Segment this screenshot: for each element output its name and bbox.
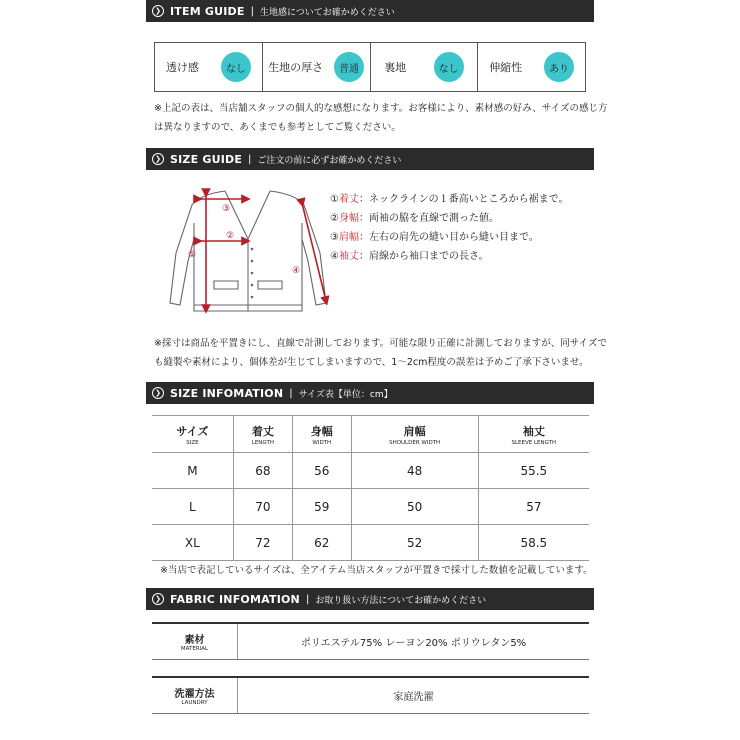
cell-shoulder: 50 xyxy=(351,489,478,525)
guide-label: 裏地 xyxy=(384,61,407,74)
desc-line xyxy=(330,228,568,247)
guide-value-badge: 普通 xyxy=(334,52,364,82)
desc-text: ：左右の肩先の縫い目から縫い目まで。 xyxy=(358,232,539,243)
guide-value-badge: なし xyxy=(434,52,464,82)
item-guide-subtitle: 生地感についてお確かめください xyxy=(259,7,395,18)
divider: | xyxy=(248,153,252,165)
header-ja: サイズ xyxy=(176,424,209,438)
cell-size: XL xyxy=(152,525,233,561)
header-ja: 袖丈 xyxy=(522,424,545,438)
size-info-header xyxy=(146,382,594,404)
desc-line xyxy=(330,247,568,266)
cell-width: 56 xyxy=(292,453,351,489)
laundry-label-cell xyxy=(152,678,238,713)
cell-sleeve: 57 xyxy=(478,489,589,525)
size-guide-title: SIZE GUIDE xyxy=(170,152,243,166)
guide-cell-stretch xyxy=(478,43,585,91)
desc-text: ：両袖の脇を直線で測った値。 xyxy=(358,213,499,224)
desc-line xyxy=(330,209,568,228)
guide-label: 伸縮性 xyxy=(489,61,523,74)
col-header-shoulder xyxy=(351,416,478,453)
cell-sleeve: 55.5 xyxy=(478,453,589,489)
note-line: は異なりますので、あくまでも参考としてご覧ください。 xyxy=(154,122,401,133)
header-ja: 身幅 xyxy=(310,424,333,438)
guide-value-badge: あり xyxy=(544,52,574,82)
chevron-right-icon: ❯ xyxy=(152,5,164,17)
table-row xyxy=(152,525,589,561)
header-en: SIZE xyxy=(186,439,199,446)
size-info-note: ※当店で表記しているサイズは、全アイテム当店スタッフが平置きで採寸した数値を記載しています。 xyxy=(160,565,593,576)
desc-num: ④ xyxy=(330,251,339,262)
item-guide-note xyxy=(154,99,608,137)
desc-text: ：肩線から袖口までの長さ。 xyxy=(358,251,489,262)
header-en: SHOULDER WIDTH xyxy=(389,439,441,446)
guide-cell-thickness xyxy=(263,43,371,91)
chevron-right-icon: ❯ xyxy=(152,387,164,399)
header-en: LENGTH xyxy=(251,439,274,446)
desc-key: 袖丈 xyxy=(338,251,359,262)
divider: | xyxy=(305,593,310,605)
desc-key: 着丈 xyxy=(338,194,359,205)
col-header-length xyxy=(233,416,292,453)
material-label: 素材 xyxy=(184,635,205,646)
fabric-info-subtitle: お取り扱い方法についてお確かめください xyxy=(315,595,487,606)
table-row xyxy=(152,489,589,525)
cell-length: 72 xyxy=(233,525,292,561)
item-guide-header xyxy=(146,0,594,22)
header-en: SLEEVE LENGTH xyxy=(511,439,557,446)
cell-length: 68 xyxy=(233,453,292,489)
size-info-subtitle: サイズ表【単位：cm】 xyxy=(298,389,393,400)
item-guide-title: ITEM GUIDE xyxy=(170,4,245,18)
cell-shoulder: 48 xyxy=(351,453,478,489)
cell-length: 70 xyxy=(233,489,292,525)
cell-shoulder: 52 xyxy=(351,525,478,561)
laundry-value: 家庭洗濯 xyxy=(393,692,434,703)
guide-label: 生地の厚さ xyxy=(268,61,324,74)
cell-sleeve: 58.5 xyxy=(478,525,589,561)
size-info-title: SIZE INFOMATION xyxy=(170,386,284,400)
marker-4: ④ xyxy=(292,266,301,276)
desc-num: ① xyxy=(330,194,339,205)
guide-value-badge: なし xyxy=(221,52,251,82)
cell-width: 62 xyxy=(292,525,351,561)
marker-3: ③ xyxy=(222,204,231,214)
col-header-sleeve xyxy=(478,416,589,453)
desc-line xyxy=(330,190,568,209)
note-line: も縫製や素材により、個体差が生じてしまいますので、1～2cm程度の誤差は予めご了承下さいませ。 xyxy=(154,357,589,368)
chevron-right-icon: ❯ xyxy=(152,153,164,165)
desc-key: 身幅 xyxy=(338,213,359,224)
material-label-en: MATERIAL xyxy=(180,646,209,652)
note-line: ※上記の表は、当店舗スタッフの個人的な感想になります。お客様により、素材感の好み、サイズの感じ方 xyxy=(154,103,608,114)
desc-num: ③ xyxy=(330,232,339,243)
laundry-label-en: LAUNDRY xyxy=(181,700,208,706)
size-guide-descriptions xyxy=(330,190,568,266)
desc-text: ：ネックラインの１番高いところから裾まで。 xyxy=(358,194,569,205)
size-guide-note xyxy=(154,334,607,372)
chevron-right-icon: ❯ xyxy=(152,593,164,605)
material-value: ポリエステル75% レーヨン20% ポリウレタン5% xyxy=(300,638,527,649)
divider: | xyxy=(250,5,254,17)
header-ja: 肩幅 xyxy=(403,424,426,438)
col-header-width xyxy=(292,416,351,453)
divider: | xyxy=(289,387,293,399)
guide-cell-sheerness xyxy=(155,43,263,91)
desc-num: ② xyxy=(330,213,339,224)
note-line: ※採寸は商品を平置きにし、直線で計測しております。可能な限り正確に計測しておりますが、同サイズで xyxy=(154,338,607,349)
laundry-row xyxy=(152,676,589,714)
material-label-cell xyxy=(152,624,238,659)
cardigan-measurement-diagram xyxy=(162,183,334,323)
marker-2: ② xyxy=(226,231,235,241)
cell-size: M xyxy=(152,453,233,489)
item-guide-table xyxy=(154,42,586,92)
cell-size: L xyxy=(152,489,233,525)
table-row xyxy=(152,453,589,489)
cardigan-buttons xyxy=(251,248,254,299)
laundry-label: 洗濯方法 xyxy=(174,689,215,700)
marker-1: ① xyxy=(188,250,197,260)
desc-key: 肩幅 xyxy=(338,232,359,243)
size-table xyxy=(152,415,589,561)
fabric-info-title: FABRIC INFOMATION xyxy=(170,592,300,606)
table-header-row xyxy=(152,416,589,453)
size-guide-header xyxy=(146,148,594,170)
material-row xyxy=(152,622,589,660)
col-header-size xyxy=(152,416,233,453)
header-ja: 着丈 xyxy=(251,424,274,438)
guide-label: 透け感 xyxy=(165,61,199,74)
cell-width: 59 xyxy=(292,489,351,525)
fabric-info-header xyxy=(146,588,594,610)
size-guide-subtitle: ご注文の前に必ずお確かめください xyxy=(257,155,402,166)
guide-cell-lining xyxy=(371,43,479,91)
header-en: WIDTH xyxy=(312,439,332,446)
